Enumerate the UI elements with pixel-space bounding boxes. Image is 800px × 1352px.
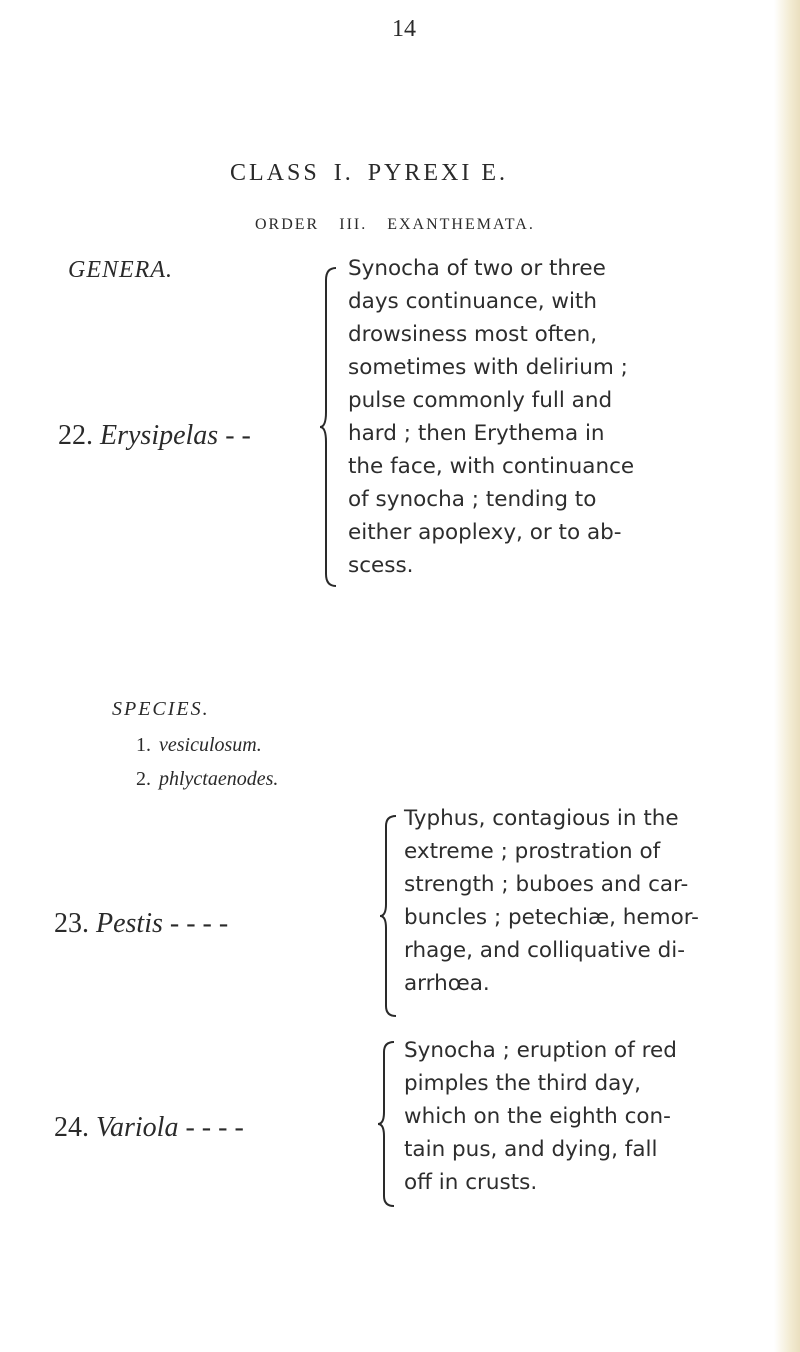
description-line: tain pus, and dying, fall — [404, 1137, 658, 1162]
class-numeral: I. — [333, 160, 354, 186]
order-heading — [255, 216, 555, 234]
genus-name: Pestis — [96, 908, 163, 939]
description-line: buncles ; petechiæ, hemor- — [404, 905, 699, 930]
description-line: hard ; then Erythema in — [348, 421, 605, 446]
genus-description — [404, 802, 699, 1000]
order-label: ORDER — [255, 216, 320, 233]
species-name: phlyctaenodes. — [159, 768, 279, 790]
genera-heading: GENERA. — [68, 257, 173, 283]
description-line: drowsiness most often, — [348, 322, 598, 347]
description-line: either apoplexy, or to ab- — [348, 520, 622, 545]
curly-brace — [378, 810, 404, 1022]
genus-description — [348, 252, 634, 582]
class-label: CLASS — [230, 160, 320, 186]
description-line: pulse commonly full and — [348, 388, 613, 413]
curly-brace — [318, 262, 344, 592]
description-line: strength ; buboes and car- — [404, 872, 689, 897]
description-line: sometimes with delirium ; — [348, 355, 628, 380]
description-line: pimples the third day, — [404, 1071, 641, 1096]
species-heading: SPECIES. — [112, 698, 210, 720]
description-line: which on the eighth con- — [404, 1104, 671, 1129]
genus-entry-variola — [54, 1112, 244, 1144]
genus-dashes: - - — [225, 420, 251, 451]
genus-name: Erysipelas — [100, 420, 219, 451]
curly-brace — [376, 1036, 402, 1212]
description-line: of synocha ; tending to — [348, 487, 597, 512]
genus-dashes: - - - - — [169, 908, 229, 939]
page-number: 14 — [392, 16, 416, 42]
class-name: PYREXI E. — [367, 160, 509, 186]
genus-number: 23. — [54, 908, 89, 939]
species-number: 2. — [136, 768, 151, 790]
species-item — [136, 734, 262, 757]
description-line: Synocha of two or three — [348, 256, 606, 281]
genus-number: 22. — [58, 420, 93, 451]
order-name: EXANTHEMATA. — [387, 216, 535, 233]
page-edge-shading — [774, 0, 800, 1352]
species-name: vesiculosum. — [159, 734, 262, 756]
genus-dashes: - - - - — [185, 1112, 244, 1143]
genus-entry-erysipelas — [58, 420, 251, 452]
description-line: arrhœa. — [404, 971, 490, 996]
genus-name: Variola — [96, 1112, 179, 1143]
class-heading — [230, 160, 522, 187]
species-number: 1. — [136, 734, 151, 756]
description-line: days continuance, with — [348, 289, 597, 314]
description-line: extreme ; prostration of — [404, 839, 661, 864]
description-line: off in crusts. — [404, 1170, 538, 1195]
order-numeral: III. — [339, 216, 368, 233]
species-item — [136, 768, 278, 791]
description-line: Typhus, contagious in the — [404, 806, 679, 831]
genus-number: 24. — [54, 1112, 89, 1143]
description-line: rhage, and colliquative di- — [404, 938, 686, 963]
description-line: the face, with continuance — [348, 454, 635, 479]
description-line: Synocha ; eruption of red — [404, 1038, 677, 1063]
genus-entry-pestis — [54, 908, 228, 940]
genus-description — [404, 1034, 677, 1199]
description-line: scess. — [348, 553, 414, 578]
